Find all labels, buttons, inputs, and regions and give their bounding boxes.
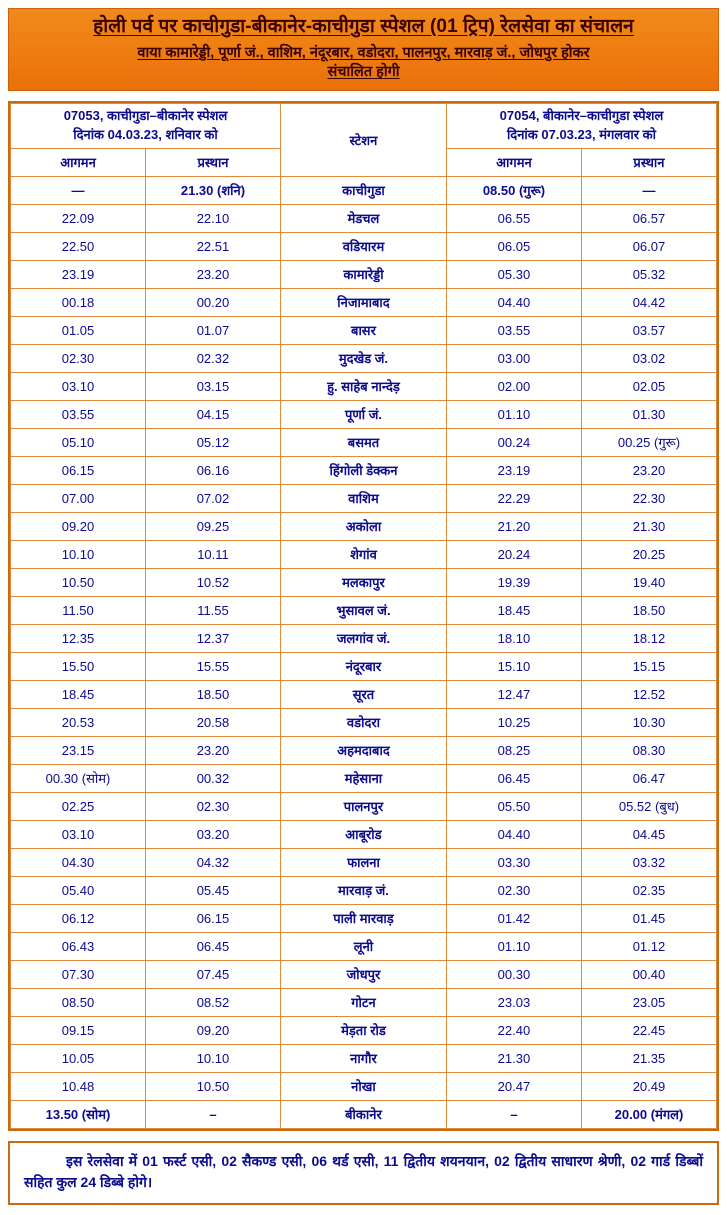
left-arrival-cell: 09.15 bbox=[11, 1016, 146, 1044]
station-cell: मुदखेड जं. bbox=[280, 344, 446, 372]
left-arrival-cell: 06.43 bbox=[11, 932, 146, 960]
left-departure-cell: 15.55 bbox=[145, 652, 280, 680]
table-row bbox=[11, 484, 717, 512]
right-arrival-cell: 20.24 bbox=[446, 540, 581, 568]
right-arrival-cell: 06.45 bbox=[446, 764, 581, 792]
right-departure-cell: 00.25 (गुरू) bbox=[581, 428, 716, 456]
right-arrival-cell: 03.00 bbox=[446, 344, 581, 372]
left-arrival-cell: — bbox=[11, 176, 146, 204]
table-row bbox=[11, 792, 717, 820]
station-cell: सूरत bbox=[280, 680, 446, 708]
left-departure-cell: 02.30 bbox=[145, 792, 280, 820]
left-arrival-cell: 15.50 bbox=[11, 652, 146, 680]
table-row bbox=[11, 456, 717, 484]
right-arrival-cell: 03.55 bbox=[446, 316, 581, 344]
right-departure-cell: 04.45 bbox=[581, 820, 716, 848]
station-cell: जलगांव जं. bbox=[280, 624, 446, 652]
left-arrival-cell: 07.00 bbox=[11, 484, 146, 512]
right-arrival-cell: 05.50 bbox=[446, 792, 581, 820]
left-train-name: 07053, काचीगुडा–बीकानेर स्पेशल bbox=[63, 108, 228, 123]
left-arrival-cell: 03.10 bbox=[11, 820, 146, 848]
banner-subtitle-line1: वाया कामारेड्डी, पूर्णा जं., वाशिम, नंदूरबार, वडोदरा, पालनपुर, मारवाड़ जं., जोधपुर होकर bbox=[137, 45, 590, 62]
banner-subtitle bbox=[19, 44, 708, 82]
right-arrival-cell: 18.10 bbox=[446, 624, 581, 652]
right-arrival-cell: 06.05 bbox=[446, 232, 581, 260]
right-departure-header: प्रस्थान bbox=[581, 148, 716, 176]
right-arrival-cell: 21.30 bbox=[446, 1044, 581, 1072]
station-cell: जोधपुर bbox=[280, 960, 446, 988]
table-row bbox=[11, 176, 717, 204]
table-row bbox=[11, 1016, 717, 1044]
table-row bbox=[11, 764, 717, 792]
left-departure-cell: 06.15 bbox=[145, 904, 280, 932]
left-arrival-cell: 00.30 (सोम) bbox=[11, 764, 146, 792]
table-row bbox=[11, 1100, 717, 1128]
left-departure-cell: 12.37 bbox=[145, 624, 280, 652]
right-departure-cell: 21.30 bbox=[581, 512, 716, 540]
right-departure-cell: 05.52 (बुध) bbox=[581, 792, 716, 820]
right-departure-cell: 08.30 bbox=[581, 736, 716, 764]
right-arrival-cell: 23.03 bbox=[446, 988, 581, 1016]
left-departure-cell: 22.51 bbox=[145, 232, 280, 260]
station-cell: पाली मारवाड़ bbox=[280, 904, 446, 932]
left-departure-cell: 03.20 bbox=[145, 820, 280, 848]
right-train-name: 07054, बीकानेर–काचीगुडा स्पेशल bbox=[499, 108, 664, 123]
left-arrival-cell: 10.05 bbox=[11, 1044, 146, 1072]
table-row bbox=[11, 932, 717, 960]
left-departure-cell: 21.30 (शनि) bbox=[145, 176, 280, 204]
banner-subtitle-line2: संचालित होगी bbox=[327, 64, 400, 81]
right-arrival-cell: 00.24 bbox=[446, 428, 581, 456]
right-arrival-cell: 01.10 bbox=[446, 932, 581, 960]
station-cell: वडोदरा bbox=[280, 708, 446, 736]
right-departure-cell: 04.42 bbox=[581, 288, 716, 316]
left-departure-cell: 06.45 bbox=[145, 932, 280, 960]
left-arrival-cell: 03.55 bbox=[11, 400, 146, 428]
right-departure-cell: 18.12 bbox=[581, 624, 716, 652]
right-arrival-cell: 00.30 bbox=[446, 960, 581, 988]
right-departure-cell: 03.32 bbox=[581, 848, 716, 876]
left-departure-cell: 07.45 bbox=[145, 960, 280, 988]
station-cell: भुसावल जं. bbox=[280, 596, 446, 624]
right-departure-cell: 20.25 bbox=[581, 540, 716, 568]
right-departure-cell: 22.45 bbox=[581, 1016, 716, 1044]
left-departure-cell: 04.15 bbox=[145, 400, 280, 428]
left-arrival-cell: 05.10 bbox=[11, 428, 146, 456]
right-arrival-cell: 23.19 bbox=[446, 456, 581, 484]
coach-composition-note: इस रेलसेवा में 01 फर्स्ट एसी, 02 सैकण्ड एसी, 06 थर्ड एसी, 11 द्वितीय शयनयान, 02 द्वितीय साधारण श्रेणी, 02 गार्ड डिब्बों सहित कुल 24 डिब्बे होगे। bbox=[8, 1141, 719, 1205]
station-cell: मेड़ता रोड bbox=[280, 1016, 446, 1044]
left-arrival-cell: 11.50 bbox=[11, 596, 146, 624]
left-departure-cell: – bbox=[145, 1100, 280, 1128]
left-arrival-cell: 10.48 bbox=[11, 1072, 146, 1100]
table-row bbox=[11, 652, 717, 680]
station-cell: नंदूरबार bbox=[280, 652, 446, 680]
right-arrival-cell: 12.47 bbox=[446, 680, 581, 708]
station-cell: पूर्णा जं. bbox=[280, 400, 446, 428]
left-arrival-cell: 02.30 bbox=[11, 344, 146, 372]
right-departure-cell: 10.30 bbox=[581, 708, 716, 736]
table-row bbox=[11, 568, 717, 596]
left-arrival-cell: 07.30 bbox=[11, 960, 146, 988]
left-departure-cell: 09.25 bbox=[145, 512, 280, 540]
left-arrival-header: आगमन bbox=[11, 148, 146, 176]
left-arrival-cell: 18.45 bbox=[11, 680, 146, 708]
station-cell: बसमत bbox=[280, 428, 446, 456]
station-cell: अकोला bbox=[280, 512, 446, 540]
right-departure-cell: 01.45 bbox=[581, 904, 716, 932]
left-train-header bbox=[11, 104, 281, 149]
right-departure-cell: 06.07 bbox=[581, 232, 716, 260]
left-arrival-cell: 09.20 bbox=[11, 512, 146, 540]
station-cell: मेडचल bbox=[280, 204, 446, 232]
right-arrival-cell: 22.29 bbox=[446, 484, 581, 512]
left-departure-cell: 00.32 bbox=[145, 764, 280, 792]
table-row bbox=[11, 1044, 717, 1072]
left-departure-cell: 03.15 bbox=[145, 372, 280, 400]
table-row bbox=[11, 288, 717, 316]
station-cell: निजामाबाद bbox=[280, 288, 446, 316]
page-title: होली पर्व पर काचीगुडा-बीकानेर-काचीगुडा स्पेशल (01 ट्रिप) रेलसेवा का संचालन bbox=[93, 16, 634, 37]
right-arrival-cell: 03.30 bbox=[446, 848, 581, 876]
right-arrival-cell: – bbox=[446, 1100, 581, 1128]
schedule-rows bbox=[11, 176, 717, 1128]
station-cell: बासर bbox=[280, 316, 446, 344]
left-departure-cell: 00.20 bbox=[145, 288, 280, 316]
right-departure-cell: 01.12 bbox=[581, 932, 716, 960]
right-arrival-cell: 02.30 bbox=[446, 876, 581, 904]
left-arrival-cell: 01.05 bbox=[11, 316, 146, 344]
table-row bbox=[11, 428, 717, 456]
right-train-header bbox=[446, 104, 716, 149]
left-arrival-cell: 13.50 (सोम) bbox=[11, 1100, 146, 1128]
station-column-header: स्टेशन bbox=[280, 104, 446, 177]
right-departure-cell: 02.35 bbox=[581, 876, 716, 904]
right-departure-cell: 18.50 bbox=[581, 596, 716, 624]
right-arrival-cell: 02.00 bbox=[446, 372, 581, 400]
right-arrival-cell: 01.10 bbox=[446, 400, 581, 428]
left-arrival-cell: 00.18 bbox=[11, 288, 146, 316]
left-departure-cell: 05.45 bbox=[145, 876, 280, 904]
left-arrival-cell: 06.12 bbox=[11, 904, 146, 932]
left-arrival-cell: 08.50 bbox=[11, 988, 146, 1016]
right-departure-cell: 06.57 bbox=[581, 204, 716, 232]
station-cell: फालना bbox=[280, 848, 446, 876]
left-departure-cell: 09.20 bbox=[145, 1016, 280, 1044]
table-row bbox=[11, 260, 717, 288]
left-arrival-cell: 02.25 bbox=[11, 792, 146, 820]
table-row bbox=[11, 904, 717, 932]
right-departure-cell: 22.30 bbox=[581, 484, 716, 512]
left-departure-cell: 04.32 bbox=[145, 848, 280, 876]
left-departure-cell: 02.32 bbox=[145, 344, 280, 372]
table-row bbox=[11, 204, 717, 232]
table-header-row bbox=[11, 104, 717, 149]
right-departure-cell: 21.35 bbox=[581, 1044, 716, 1072]
header-banner bbox=[8, 8, 719, 91]
station-cell: बीकानेर bbox=[280, 1100, 446, 1128]
left-departure-header: प्रस्थान bbox=[145, 148, 280, 176]
schedule-table bbox=[10, 103, 717, 1129]
right-departure-cell: 23.20 bbox=[581, 456, 716, 484]
station-cell: अहमदाबाद bbox=[280, 736, 446, 764]
station-cell: मलकापुर bbox=[280, 568, 446, 596]
station-cell: हिंगोली डेक्कन bbox=[280, 456, 446, 484]
right-departure-cell: 12.52 bbox=[581, 680, 716, 708]
left-departure-cell: 01.07 bbox=[145, 316, 280, 344]
left-departure-cell: 10.10 bbox=[145, 1044, 280, 1072]
station-cell: महेसाना bbox=[280, 764, 446, 792]
left-arrival-cell: 22.50 bbox=[11, 232, 146, 260]
left-departure-cell: 05.12 bbox=[145, 428, 280, 456]
station-cell: काचीगुडा bbox=[280, 176, 446, 204]
table-row bbox=[11, 596, 717, 624]
left-arrival-cell: 23.15 bbox=[11, 736, 146, 764]
right-arrival-cell: 08.25 bbox=[446, 736, 581, 764]
station-cell: वाशिम bbox=[280, 484, 446, 512]
right-departure-cell: 20.00 (मंगल) bbox=[581, 1100, 716, 1128]
right-arrival-cell: 04.40 bbox=[446, 820, 581, 848]
table-row bbox=[11, 680, 717, 708]
right-arrival-cell: 21.20 bbox=[446, 512, 581, 540]
left-train-date: दिनांक 04.03.23, शनिवार को bbox=[73, 126, 218, 142]
table-row bbox=[11, 344, 717, 372]
table-row bbox=[11, 1072, 717, 1100]
right-arrival-cell: 19.39 bbox=[446, 568, 581, 596]
right-arrival-cell: 20.47 bbox=[446, 1072, 581, 1100]
right-arrival-cell: 06.55 bbox=[446, 204, 581, 232]
left-departure-cell: 10.52 bbox=[145, 568, 280, 596]
left-departure-cell: 10.50 bbox=[145, 1072, 280, 1100]
left-departure-cell: 18.50 bbox=[145, 680, 280, 708]
left-arrival-cell: 20.53 bbox=[11, 708, 146, 736]
right-arrival-cell: 05.30 bbox=[446, 260, 581, 288]
right-departure-cell: 15.15 bbox=[581, 652, 716, 680]
station-cell: मारवाड़ जं. bbox=[280, 876, 446, 904]
right-arrival-header: आगमन bbox=[446, 148, 581, 176]
table-row bbox=[11, 736, 717, 764]
left-departure-cell: 07.02 bbox=[145, 484, 280, 512]
right-departure-cell: 00.40 bbox=[581, 960, 716, 988]
table-row bbox=[11, 708, 717, 736]
right-departure-cell: 01.30 bbox=[581, 400, 716, 428]
right-arrival-cell: 15.10 bbox=[446, 652, 581, 680]
right-departure-cell: 03.02 bbox=[581, 344, 716, 372]
station-cell: लूनी bbox=[280, 932, 446, 960]
left-arrival-cell: 10.10 bbox=[11, 540, 146, 568]
station-cell: वडियारम bbox=[280, 232, 446, 260]
left-departure-cell: 11.55 bbox=[145, 596, 280, 624]
right-departure-cell: 19.40 bbox=[581, 568, 716, 596]
left-arrival-cell: 23.19 bbox=[11, 260, 146, 288]
left-arrival-cell: 12.35 bbox=[11, 624, 146, 652]
left-arrival-cell: 10.50 bbox=[11, 568, 146, 596]
table-row bbox=[11, 232, 717, 260]
table-row bbox=[11, 848, 717, 876]
left-departure-cell: 22.10 bbox=[145, 204, 280, 232]
station-cell: कामारेड्डी bbox=[280, 260, 446, 288]
right-departure-cell: — bbox=[581, 176, 716, 204]
right-arrival-cell: 08.50 (गुरू) bbox=[446, 176, 581, 204]
left-arrival-cell: 03.10 bbox=[11, 372, 146, 400]
table-row bbox=[11, 988, 717, 1016]
left-arrival-cell: 06.15 bbox=[11, 456, 146, 484]
table-row bbox=[11, 876, 717, 904]
table-row bbox=[11, 512, 717, 540]
right-arrival-cell: 01.42 bbox=[446, 904, 581, 932]
left-departure-cell: 23.20 bbox=[145, 736, 280, 764]
left-arrival-cell: 22.09 bbox=[11, 204, 146, 232]
right-departure-cell: 06.47 bbox=[581, 764, 716, 792]
station-cell: नागौर bbox=[280, 1044, 446, 1072]
left-arrival-cell: 05.40 bbox=[11, 876, 146, 904]
station-cell: गोटन bbox=[280, 988, 446, 1016]
table-row bbox=[11, 540, 717, 568]
left-departure-cell: 10.11 bbox=[145, 540, 280, 568]
station-cell: आबूरोड bbox=[280, 820, 446, 848]
left-departure-cell: 20.58 bbox=[145, 708, 280, 736]
left-departure-cell: 23.20 bbox=[145, 260, 280, 288]
table-row bbox=[11, 624, 717, 652]
station-cell: नोखा bbox=[280, 1072, 446, 1100]
table-row bbox=[11, 372, 717, 400]
left-departure-cell: 06.16 bbox=[145, 456, 280, 484]
station-cell: हु. साहेब नान्देड़ bbox=[280, 372, 446, 400]
schedule-table-container bbox=[8, 101, 719, 1131]
table-row bbox=[11, 820, 717, 848]
right-arrival-cell: 22.40 bbox=[446, 1016, 581, 1044]
right-arrival-cell: 10.25 bbox=[446, 708, 581, 736]
left-arrival-cell: 04.30 bbox=[11, 848, 146, 876]
right-departure-cell: 23.05 bbox=[581, 988, 716, 1016]
right-departure-cell: 03.57 bbox=[581, 316, 716, 344]
station-cell: शेगांव bbox=[280, 540, 446, 568]
right-departure-cell: 20.49 bbox=[581, 1072, 716, 1100]
left-departure-cell: 08.52 bbox=[145, 988, 280, 1016]
right-train-date: दिनांक 07.03.23, मंगलवार को bbox=[506, 126, 656, 142]
right-arrival-cell: 18.45 bbox=[446, 596, 581, 624]
right-departure-cell: 05.32 bbox=[581, 260, 716, 288]
table-row bbox=[11, 316, 717, 344]
station-cell: पालनपुर bbox=[280, 792, 446, 820]
right-arrival-cell: 04.40 bbox=[446, 288, 581, 316]
right-departure-cell: 02.05 bbox=[581, 372, 716, 400]
table-row bbox=[11, 400, 717, 428]
table-row bbox=[11, 960, 717, 988]
